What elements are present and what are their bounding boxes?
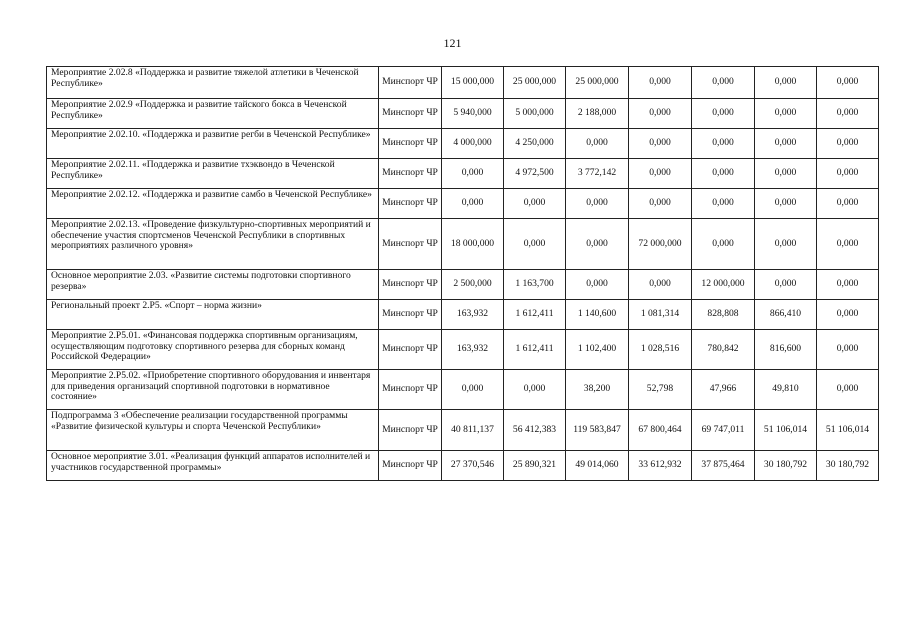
responsible-cell: Минспорт ЧР — [379, 410, 442, 451]
row-name-cell: Подпрограмма 3 «Обеспечение реализации государственной программы «Развитие физической культуры и спорта Чеченской Республики» — [47, 410, 379, 451]
value-cell: 27 370,546 — [442, 451, 504, 481]
value-cell: 4 250,000 — [504, 129, 566, 159]
value-cell: 0,000 — [629, 189, 692, 219]
value-cell: 0,000 — [817, 300, 879, 330]
value-cell: 0,000 — [504, 189, 566, 219]
table-row — [47, 67, 879, 99]
value-cell: 37 875,464 — [692, 451, 755, 481]
row-name-cell: Мероприятие 2.02.10. «Поддержка и развитие регби в Чеченской Республике» — [47, 129, 379, 159]
value-cell: 0,000 — [629, 67, 692, 99]
value-cell: 163,932 — [442, 330, 504, 370]
responsible-cell: Минспорт ЧР — [379, 129, 442, 159]
value-cell: 0,000 — [755, 67, 817, 99]
table-row — [47, 370, 879, 410]
value-cell: 0,000 — [817, 67, 879, 99]
row-name-cell: Мероприятие 2.02.9 «Поддержка и развитие тайского бокса в Чеченской Республике» — [47, 99, 379, 129]
value-cell: 0,000 — [755, 219, 817, 270]
value-cell: 0,000 — [629, 129, 692, 159]
value-cell: 0,000 — [755, 159, 817, 189]
value-cell: 5 940,000 — [442, 99, 504, 129]
table-row — [47, 189, 879, 219]
value-cell: 51 106,014 — [817, 410, 879, 451]
value-cell: 1 140,600 — [566, 300, 629, 330]
row-name-cell: Мероприятие 2.Р5.01. «Финансовая поддержка спортивным организациям, осуществляющим подготовку спортивного резерва для сборных команд Российской Федерации» — [47, 330, 379, 370]
value-cell: 40 811,137 — [442, 410, 504, 451]
value-cell: 0,000 — [817, 99, 879, 129]
value-cell: 828,808 — [692, 300, 755, 330]
value-cell: 5 000,000 — [504, 99, 566, 129]
value-cell: 0,000 — [817, 270, 879, 300]
value-cell: 33 612,932 — [629, 451, 692, 481]
value-cell: 0,000 — [692, 99, 755, 129]
value-cell: 4 972,500 — [504, 159, 566, 189]
row-name-cell: Основное мероприятие 2.03. «Развитие системы подготовки спортивного резерва» — [47, 270, 379, 300]
value-cell: 1 102,400 — [566, 330, 629, 370]
value-cell: 816,600 — [755, 330, 817, 370]
row-name-cell: Основное мероприятие 3.01. «Реализация функций аппаратов исполнителей и участников государственной программы» — [47, 451, 379, 481]
value-cell: 38,200 — [566, 370, 629, 410]
table-row — [47, 300, 879, 330]
value-cell: 0,000 — [629, 159, 692, 189]
value-cell: 18 000,000 — [442, 219, 504, 270]
value-cell: 49 014,060 — [566, 451, 629, 481]
budget-table — [46, 66, 879, 481]
value-cell: 0,000 — [817, 370, 879, 410]
row-name-cell: Мероприятие 2.Р5.02. «Приобретение спортивного оборудования и инвентаря для приведения организаций спортивной подготовки в нормативное состояние» — [47, 370, 379, 410]
table-row — [47, 410, 879, 451]
value-cell: 0,000 — [692, 159, 755, 189]
row-name-cell: Мероприятие 2.02.12. «Поддержка и развитие самбо в Чеченской Республике» — [47, 189, 379, 219]
responsible-cell: Минспорт ЧР — [379, 451, 442, 481]
page-number: 121 — [443, 36, 462, 50]
value-cell: 0,000 — [566, 189, 629, 219]
value-cell: 0,000 — [629, 99, 692, 129]
responsible-cell: Минспорт ЧР — [379, 300, 442, 330]
value-cell: 69 747,011 — [692, 410, 755, 451]
value-cell: 0,000 — [566, 129, 629, 159]
value-cell: 56 412,383 — [504, 410, 566, 451]
value-cell: 0,000 — [692, 219, 755, 270]
table-row — [47, 270, 879, 300]
value-cell: 3 772,142 — [566, 159, 629, 189]
table-row — [47, 451, 879, 481]
row-name-cell: Региональный проект 2.Р5. «Спорт – норма жизни» — [47, 300, 379, 330]
responsible-cell: Минспорт ЧР — [379, 370, 442, 410]
value-cell: 0,000 — [755, 270, 817, 300]
value-cell: 47,966 — [692, 370, 755, 410]
value-cell: 25 000,000 — [504, 67, 566, 99]
responsible-cell: Минспорт ЧР — [379, 159, 442, 189]
value-cell: 51 106,014 — [755, 410, 817, 451]
value-cell: 49,810 — [755, 370, 817, 410]
row-name-cell: Мероприятие 2.02.8 «Поддержка и развитие тяжелой атлетики в Чеченской Республике» — [47, 67, 379, 99]
value-cell: 15 000,000 — [442, 67, 504, 99]
value-cell: 0,000 — [629, 270, 692, 300]
value-cell: 0,000 — [692, 189, 755, 219]
table-row — [47, 159, 879, 189]
responsible-cell: Минспорт ЧР — [379, 99, 442, 129]
table-row — [47, 330, 879, 370]
row-name-cell: Мероприятие 2.02.13. «Проведение физкультурно-спортивных мероприятий и обеспечение участия спортсменов Чеченской Республики в спортивных мероприятиях различного уровня» — [47, 219, 379, 270]
value-cell: 163,932 — [442, 300, 504, 330]
value-cell: 0,000 — [504, 370, 566, 410]
value-cell: 0,000 — [504, 219, 566, 270]
value-cell: 12 000,000 — [692, 270, 755, 300]
value-cell: 866,410 — [755, 300, 817, 330]
value-cell: 0,000 — [755, 129, 817, 159]
value-cell: 119 583,847 — [566, 410, 629, 451]
value-cell: 1 081,314 — [629, 300, 692, 330]
value-cell: 52,798 — [629, 370, 692, 410]
responsible-cell: Минспорт ЧР — [379, 67, 442, 99]
value-cell: 0,000 — [566, 270, 629, 300]
value-cell: 0,000 — [692, 129, 755, 159]
responsible-cell: Минспорт ЧР — [379, 189, 442, 219]
responsible-cell: Минспорт ЧР — [379, 219, 442, 270]
value-cell: 2 500,000 — [442, 270, 504, 300]
value-cell: 25 000,000 — [566, 67, 629, 99]
value-cell: 0,000 — [817, 129, 879, 159]
responsible-cell: Минспорт ЧР — [379, 330, 442, 370]
value-cell: 2 188,000 — [566, 99, 629, 129]
table-row — [47, 219, 879, 270]
value-cell: 0,000 — [442, 370, 504, 410]
value-cell: 1 612,411 — [504, 300, 566, 330]
value-cell: 30 180,792 — [755, 451, 817, 481]
value-cell: 0,000 — [817, 189, 879, 219]
value-cell: 0,000 — [817, 219, 879, 270]
table-row — [47, 99, 879, 129]
value-cell: 1 028,516 — [629, 330, 692, 370]
value-cell: 30 180,792 — [817, 451, 879, 481]
row-name-cell: Мероприятие 2.02.11. «Поддержка и развитие тхэквондо в Чеченской Республике» — [47, 159, 379, 189]
value-cell: 0,000 — [692, 67, 755, 99]
value-cell: 780,842 — [692, 330, 755, 370]
value-cell: 25 890,321 — [504, 451, 566, 481]
value-cell: 72 000,000 — [629, 219, 692, 270]
value-cell: 0,000 — [442, 159, 504, 189]
value-cell: 1 612,411 — [504, 330, 566, 370]
value-cell: 0,000 — [442, 189, 504, 219]
value-cell: 1 163,700 — [504, 270, 566, 300]
value-cell: 67 800,464 — [629, 410, 692, 451]
value-cell: 0,000 — [817, 330, 879, 370]
value-cell: 0,000 — [817, 159, 879, 189]
value-cell: 4 000,000 — [442, 129, 504, 159]
table-row — [47, 129, 879, 159]
value-cell: 0,000 — [566, 219, 629, 270]
value-cell: 0,000 — [755, 99, 817, 129]
responsible-cell: Минспорт ЧР — [379, 270, 442, 300]
value-cell: 0,000 — [755, 189, 817, 219]
